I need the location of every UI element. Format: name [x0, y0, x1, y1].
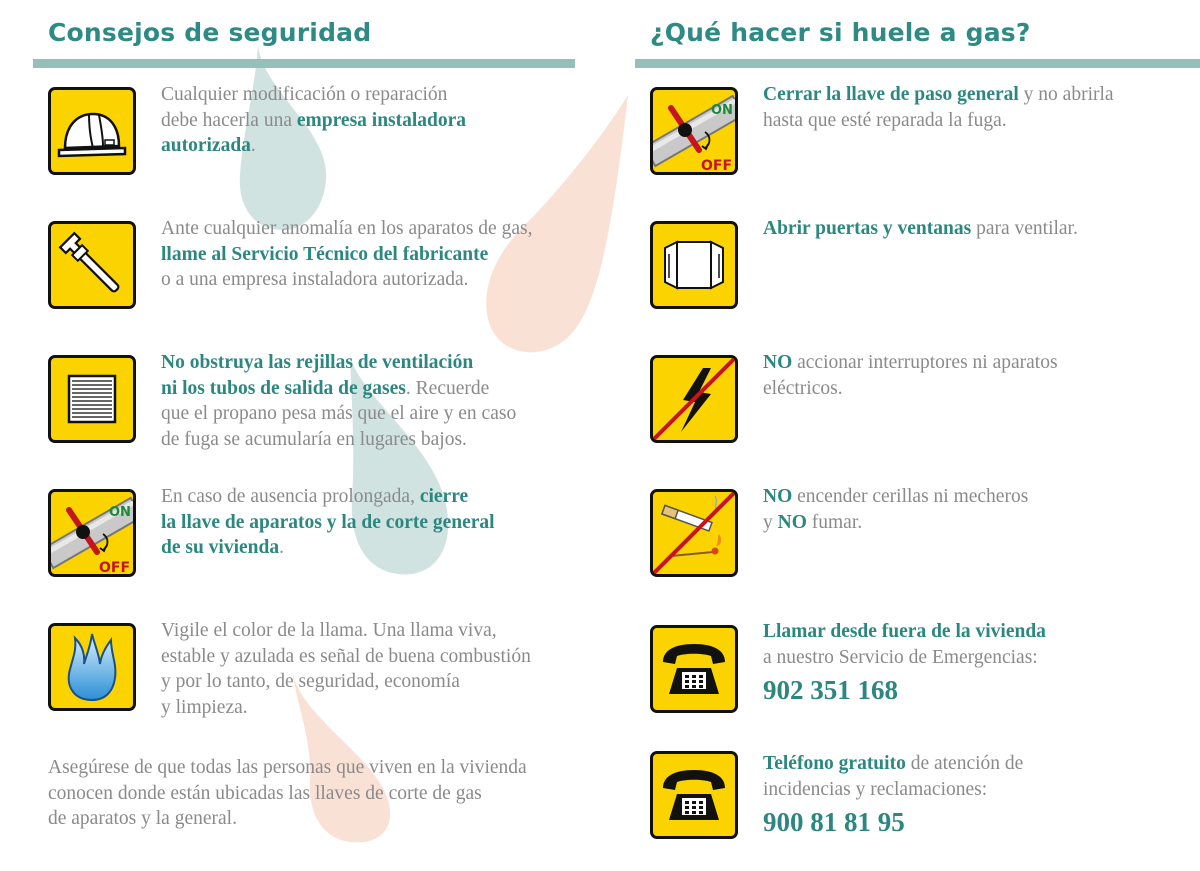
text-line: estable y azulada es señal de buena combustión	[161, 645, 531, 667]
open-window-icon	[650, 221, 738, 309]
no-electricity-icon	[650, 355, 738, 443]
closing-note	[48, 755, 527, 832]
title-rule	[33, 59, 575, 68]
blue-flame-icon	[48, 623, 136, 711]
text-line: Llamar desde fuera de la vivienda	[763, 621, 1046, 642]
pipe-wrench-icon	[48, 221, 136, 309]
tip-text	[161, 618, 531, 720]
section-title: Consejos de seguridad	[48, 18, 372, 47]
action-text	[763, 619, 1046, 708]
text-line: Asegúrese de que todas las personas que viven en la vivienda	[48, 757, 527, 778]
action-text	[763, 484, 1028, 535]
text-line: y limpieza.	[161, 696, 248, 718]
gas-valve-icon	[48, 489, 136, 577]
text-line: En caso de ausencia prolongada, cierre	[161, 486, 469, 507]
svg-text:ON: ON	[109, 505, 131, 520]
text-line: Ante cualquier anomalía en los aparatos de gas,	[161, 218, 533, 239]
telephone-icon	[650, 625, 738, 713]
text-line: debe hacerla una empresa instaladora	[161, 109, 467, 131]
text-line: eléctricos.	[763, 377, 843, 399]
text-line: y NO fumar.	[763, 511, 863, 533]
text-line: que el propano pesa más que el aire y en caso	[161, 403, 517, 424]
text-line: Abrir puertas y ventanas para ventilar.	[763, 218, 1078, 239]
emergency-phone-number[interactable]: 902 351 168	[763, 675, 898, 705]
text-line: o a una empresa instaladora autorizada.	[161, 269, 469, 290]
free-phone-number[interactable]: 900 81 81 95	[763, 807, 905, 837]
telephone-icon	[650, 751, 738, 839]
text-line: Cerrar la llave de paso general y no abrirla	[763, 84, 1114, 105]
no-smoking-icon	[650, 489, 738, 577]
text-line: hasta que esté reparada la fuga.	[763, 109, 1007, 131]
text-line: ni los tubos de salida de gases. Recuerde	[161, 377, 490, 399]
tip-text	[161, 484, 495, 561]
action-text	[763, 350, 1058, 401]
gas-valve-icon	[650, 87, 738, 175]
text-line: incidencias y reclamaciones:	[763, 778, 988, 800]
tip-text	[161, 350, 516, 452]
text-line: y por lo tanto, de seguridad, economía	[161, 671, 460, 692]
tip-text	[161, 216, 532, 293]
action-text	[763, 216, 1078, 242]
ventilation-grille-icon	[48, 355, 136, 443]
text-line: Vigile el color de la llama. Una llama viva,	[161, 620, 497, 641]
hard-hat-icon	[48, 87, 136, 175]
text-line: Teléfono gratuito de atención de	[763, 753, 1024, 774]
tip-text	[161, 82, 466, 159]
text-line: de aparatos y la general.	[48, 808, 237, 829]
title-rule	[635, 59, 1200, 68]
text-line: Cualquier modificación o reparación	[161, 84, 448, 105]
text-line: autorizada.	[161, 135, 256, 156]
text-line: No obstruya las rejillas de ventilación	[161, 352, 474, 373]
action-text	[763, 751, 1023, 840]
text-line: NO accionar interruptores ni aparatos	[763, 352, 1058, 373]
text-line: a nuestro Servicio de Emergencias:	[763, 646, 1038, 668]
text-line: conocen donde están ubicadas las llaves de corte de gas	[48, 782, 482, 804]
svg-text:OFF: OFF	[99, 560, 131, 574]
text-line: llame al Servicio Técnico del fabricante	[161, 243, 489, 265]
svg-text:OFF: OFF	[701, 158, 733, 172]
text-line: de su vivienda.	[161, 537, 284, 558]
action-text	[763, 82, 1114, 133]
text-line: la llave de aparatos y la de corte general	[161, 511, 495, 533]
text-line: NO encender cerillas ni mecheros	[763, 486, 1029, 507]
text-line: de fuga se acumularía en lugares bajos.	[161, 428, 467, 450]
section-title: ¿Qué hacer si huele a gas?	[650, 18, 1031, 47]
svg-text:ON: ON	[711, 103, 733, 118]
